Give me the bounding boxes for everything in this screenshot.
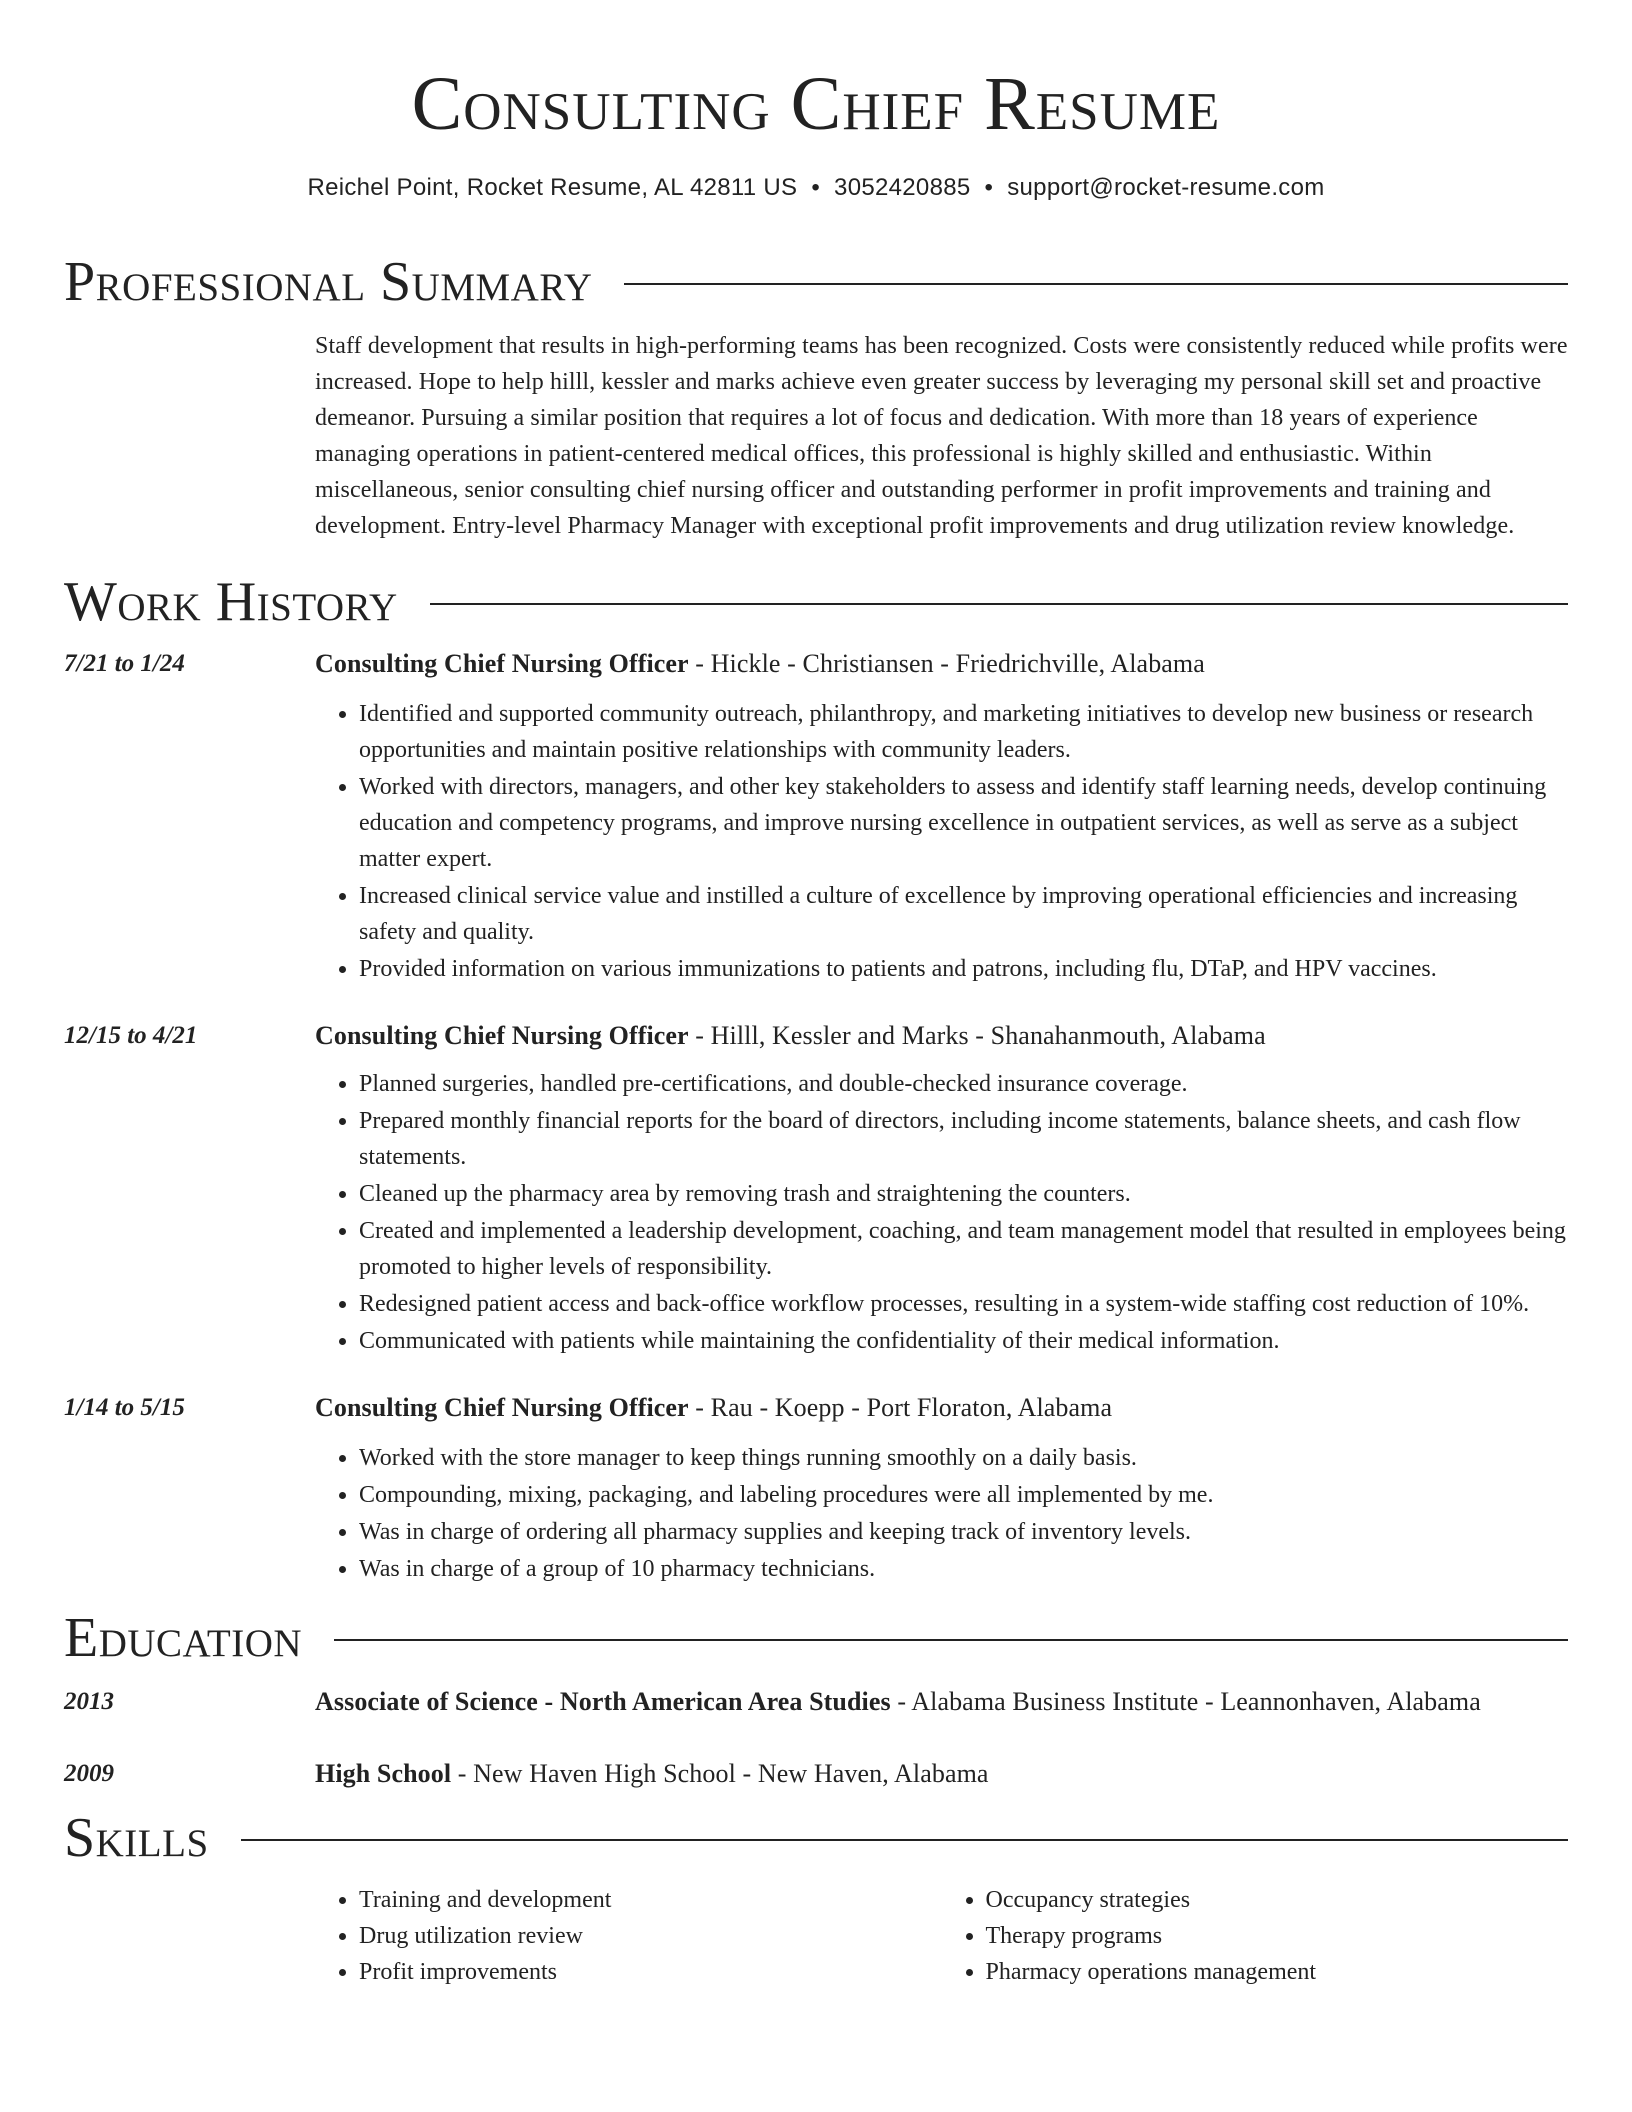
job-bullets [315, 1440, 1568, 1587]
section-title: Skills [64, 1807, 209, 1869]
education-heading [64, 1606, 1568, 1670]
list-item: • Identified and supported community outreach, philanthropy, and marketing initiatives to develop new business or research opportunities and maintain positive relationships with community leaders. [359, 696, 1568, 768]
section-title: Work History [64, 571, 398, 633]
contact-separator: • [811, 174, 821, 201]
contact-separator: • [984, 174, 994, 201]
job-bullets [315, 1066, 1568, 1359]
education-heading-line [315, 1756, 1568, 1792]
skills-section [64, 1806, 1568, 1990]
section-divider [624, 283, 1568, 285]
list-item: • Communicated with patients while maintaining the confidentiality of their medical information. [359, 1323, 1568, 1359]
education-details: - New Haven High School - New Haven, Alabama [451, 1759, 989, 1788]
job-date: 7/21 to 1/24 [64, 650, 185, 677]
list-item: • Planned surgeries, handled pre-certifications, and double-checked insurance coverage. [359, 1066, 1568, 1102]
skills-column-right [942, 1882, 1569, 1990]
job-bullets [315, 696, 1568, 987]
contact-email: support@rocket-resume.com [1007, 174, 1325, 201]
job-date: 12/15 to 4/21 [64, 1022, 198, 1049]
work-history-heading [64, 570, 1568, 634]
list-item: • Was in charge of a group of 10 pharmacy technicians. [359, 1551, 1568, 1587]
skill-item: • Profit improvements [359, 1954, 942, 1990]
section-title: Professional Summary [64, 251, 593, 313]
list-item: • Cleaned up the pharmacy area by removing trash and straightening the counters. [359, 1176, 1568, 1212]
skills-list [315, 1882, 1568, 1990]
section-divider [430, 603, 1568, 605]
list-item: • Was in charge of ordering all pharmacy supplies and keeping track of inventory levels. [359, 1514, 1568, 1550]
job-details: - Hickle - Christiansen - Friedrichville, Alabama [688, 649, 1205, 678]
summary-text: Staff development that results in high-performing teams has been recognized. Costs were consistently reduced while profits were increased. Hope to help hilll, kessler and marks achieve even greater success by leveraging my personal skill set and proactive demeanor. Pursuing a similar position that requires a lot of focus and dedication. With more than 18 years of experience managing operations in patient-centered medical offices, this professional is highly skilled and enthusiastic. Within miscellaneous, senior consulting chief nursing officer and outstanding performer in profit improvements and training and development. Entry-level Pharmacy Manager with exceptional profit improvements and drug utilization review knowledge. [315, 333, 1568, 539]
section-divider [334, 1639, 1568, 1641]
skill-item: • Pharmacy operations management [986, 1954, 1569, 1990]
job-title: Consulting Chief Nursing Officer [315, 1393, 689, 1422]
education-details: - Alabama Business Institute - Leannonhaven, Alabama [890, 1687, 1481, 1716]
summary-section [64, 250, 1568, 544]
list-item: • Compounding, mixing, packaging, and labeling procedures were all implemented by me. [359, 1477, 1568, 1513]
education-date: 2013 [64, 1688, 114, 1715]
job-details: - Rau - Koepp - Port Floraton, Alabama [688, 1393, 1113, 1422]
list-item: • Redesigned patient access and back-office workflow processes, resulting in a system-wide staffing cost reduction of 10%. [359, 1286, 1568, 1322]
job-entry [64, 1018, 1568, 1360]
job-entry [64, 646, 1568, 988]
summary-heading [64, 250, 1568, 314]
list-item: • Increased clinical service value and instilled a culture of excellence by improving operational efficiencies and increasing safety and quality. [359, 878, 1568, 950]
skill-item: • Training and development [359, 1882, 942, 1918]
education-heading-line [315, 1684, 1568, 1720]
contact-address: Reichel Point, Rocket Resume, AL 42811 US [307, 174, 798, 201]
list-item: • Provided information on various immunizations to patients and patrons, including flu, DTaP, and HPV vaccines. [359, 951, 1568, 987]
skill-item: • Occupancy strategies [986, 1882, 1569, 1918]
education-section [64, 1606, 1568, 1792]
section-title: Education [64, 1607, 303, 1669]
list-item: • Prepared monthly financial reports for the board of directors, including income statements, balance sheets, and cash flow statements. [359, 1103, 1568, 1175]
list-item: • Created and implemented a leadership development, coaching, and team management model that resulted in employees being promoted to higher levels of responsibility. [359, 1213, 1568, 1285]
job-title: Consulting Chief Nursing Officer [315, 649, 689, 678]
skills-column-left [315, 1882, 942, 1990]
job-details: - Hilll, Kessler and Marks - Shanahanmouth, Alabama [688, 1021, 1266, 1050]
job-title: Consulting Chief Nursing Officer [315, 1021, 689, 1050]
contact-line [64, 172, 1568, 204]
skill-item: • Drug utilization review [359, 1918, 942, 1954]
job-date: 1/14 to 5/15 [64, 1394, 185, 1421]
education-degree: High School [315, 1759, 452, 1788]
job-heading [315, 1018, 1568, 1054]
resume-title: Consulting Chief Resume [411, 62, 1221, 146]
skill-item: • Therapy programs [986, 1918, 1569, 1954]
job-entry [64, 1390, 1568, 1588]
education-date: 2009 [64, 1760, 114, 1787]
list-item: • Worked with the store manager to keep things running smoothly on a daily basis. [359, 1440, 1568, 1476]
education-entry [64, 1684, 1568, 1720]
contact-phone: 3052420885 [834, 174, 971, 201]
work-history-section [64, 570, 1568, 1588]
list-item: • Worked with directors, managers, and other key stakeholders to assess and identify staff learning needs, develop continuing education and competency programs, and improve nursing excellence in outpatient services, as well as serve as a subject matter expert. [359, 769, 1568, 877]
education-degree: Associate of Science - North American Area Studies [315, 1687, 891, 1716]
skills-heading [64, 1806, 1568, 1870]
section-divider [241, 1839, 1568, 1841]
job-heading [315, 1390, 1568, 1426]
job-heading [315, 646, 1568, 682]
education-entry [64, 1756, 1568, 1792]
